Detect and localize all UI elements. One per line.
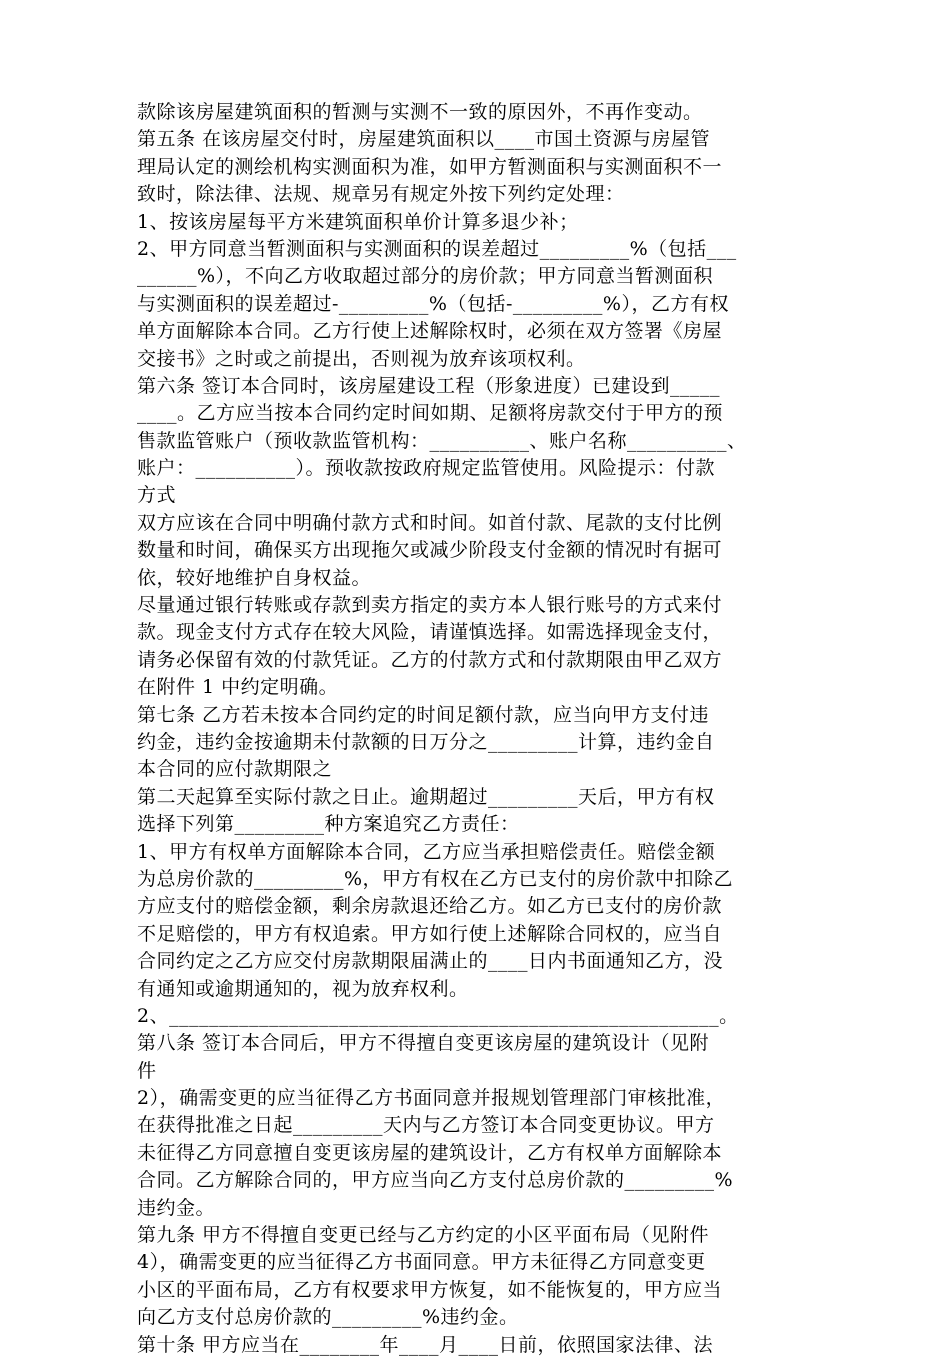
text-line: 在附件 1 中约定明确。 (137, 676, 339, 699)
text-line: 件 (137, 1059, 157, 1082)
text-line: 2、_______________________________________________________。 (137, 1004, 739, 1027)
text-line: 账户：__________）。预收款按政府规定监管使用。风险提示：付款 (137, 457, 716, 480)
text-line: 第七条 乙方若未按本合同约定的时间足额付款，应当向甲方支付违 (137, 703, 710, 726)
text-line: 理局认定的测绘机构实测面积为准，如甲方暂测面积与实测面积不一 (137, 155, 723, 178)
text-line: 未征得乙方同意擅自变更该房屋的建筑设计，乙方有权单方面解除本 (137, 1141, 723, 1164)
text-line: 选择下列第_________种方案追究乙方责任： (137, 813, 520, 836)
text-line: 合同约定之乙方应交付房款期限届满止的____日内书面通知乙方，没 (137, 950, 724, 973)
text-line: 致时，除法律、法规、规章另有规定外按下列约定处理： (137, 183, 625, 206)
text-line: 有通知或逾期通知的，视为放弃权利。 (137, 977, 469, 1000)
text-line: 请务必保留有效的付款凭证。乙方的付款方式和付款期限由甲乙双方 (137, 648, 723, 671)
text-line: ______%），不向乙方收取超过部分的房价款；甲方同意当暂测面积 (137, 265, 714, 288)
text-line: 4），确需变更的应当征得乙方书面同意。甲方未征得乙方同意变更 (137, 1251, 706, 1274)
text-line: 第八条 签订本合同后，甲方不得擅自变更该房屋的建筑设计（见附 (137, 1032, 710, 1055)
text-line: 2），确需变更的应当征得乙方书面同意并报规划管理部门审核批准， (137, 1087, 726, 1110)
text-line: 1、按该房屋每平方米建筑面积单价计算多退少补； (137, 210, 579, 233)
text-line: 数量和时间，确保买方出现拖欠或减少阶段支付金额的情况时有据可 (137, 539, 723, 562)
text-line: 小区的平面布局，乙方有权要求甲方恢复，如不能恢复的，甲方应当 (137, 1278, 723, 1301)
text-line: ____。乙方应当按本合同约定时间如期、足额将房款交付于甲方的预 (137, 402, 724, 425)
text-line: 方应支付的赔偿金额，剩余房款退还给乙方。如乙方已支付的房价款 (137, 895, 723, 918)
text-line: 交接书》之时或之前提出，否则视为放弃该项权利。 (137, 347, 586, 370)
text-line: 违约金。 (137, 1196, 216, 1219)
text-line: 约金，违约金按逾期未付款额的日万分之_________计算，违约金自 (137, 730, 715, 753)
text-line: 为总房价款的_________%，甲方有权在乙方已支付的房价款中扣除乙 (137, 867, 734, 890)
text-line: 第五条 在该房屋交付时，房屋建筑面积以____市国土资源与房屋管 (137, 128, 711, 151)
text-line: 在获得批准之日起_________天内与乙方签订本合同变更协议。甲方 (137, 1114, 715, 1137)
text-line: 款。现金支付方式存在较大风险，请谨慎选择。如需选择现金支付， (137, 621, 723, 644)
text-line: 依，较好地维护自身权益。 (137, 566, 372, 589)
text-line: 与实测面积的误差超过-_________%（包括-_________%），乙方有权 (137, 292, 729, 315)
text-line: 售款监管账户（预收款监管机构：__________、账户名称__________、 (137, 429, 747, 452)
text-line: 款除该房屋建筑面积的暂测与实测不一致的原因外，不再作变动。 (137, 101, 703, 123)
text-line: 第九条 甲方不得擅自变更已经与乙方约定的小区平面布局（见附件 (137, 1224, 710, 1247)
text-line: 第十条 甲方应当在________年____月____日前，依照国家法律、法 (137, 1333, 714, 1356)
text-line: 本合同的应付款期限之 (137, 758, 333, 781)
text-line: 合同。乙方解除合同的，甲方应当向乙方支付总房价款的_________% (137, 1169, 734, 1192)
text-line: 第六条 签订本合同时，该房屋建设工程（形象进度）已建设到_____ (137, 374, 721, 397)
text-line: 1、甲方有权单方面解除本合同，乙方应当承担赔偿责任。赔偿金额 (137, 840, 716, 863)
text-line: 向乙方支付总房价款的_________%违约金。 (137, 1306, 519, 1329)
text-line: 尽量通过银行转账或存款到卖方指定的卖方本人银行账号的方式来付 (137, 594, 723, 617)
text-line: 第二天起算至实际付款之日止。逾期超过_________天后，甲方有权 (137, 785, 715, 808)
text-line: 不足赔偿的，甲方有权追索。甲方如行使上述解除合同权的，应当自 (137, 922, 723, 945)
text-line: 双方应该在合同中明确付款方式和时间。如首付款、尾款的支付比例 (137, 511, 723, 534)
text-line: 单方面解除本合同。乙方行使上述解除权时，必须在双方签署《房屋 (137, 320, 723, 343)
contract-text (137, 99, 817, 1359)
text-line: 方式 (137, 484, 177, 507)
text-line: 2、甲方同意当暂测面积与实测面积的误差超过_________%（包括___ (137, 237, 737, 260)
